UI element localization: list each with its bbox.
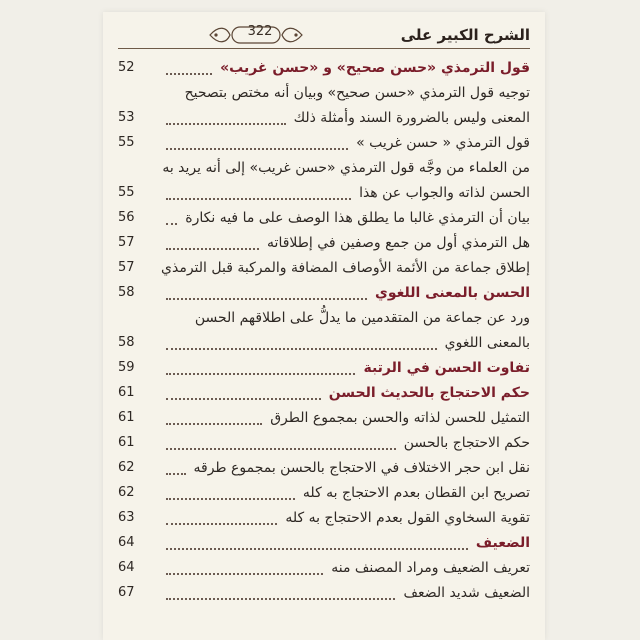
index-entry: [118, 483, 530, 508]
running-title: الشرح الكبير على: [400, 26, 530, 44]
index-entry: [118, 258, 530, 283]
index-entry: [118, 458, 530, 483]
entry-page-number: 57: [118, 260, 135, 275]
entry-page-number: 62: [118, 485, 135, 500]
entry-text: المعنى وليس بالضرورة السند وأمثلة ذلك: [293, 110, 530, 126]
entry-text: قول الترمذي « حسن غريب »: [356, 135, 530, 151]
dot-leader: [166, 573, 323, 575]
entry-page-number: 61: [118, 385, 135, 400]
index-entry: [118, 183, 530, 208]
dot-leader: [166, 198, 351, 200]
index-entry: [118, 408, 530, 433]
dot-leader: [166, 248, 259, 250]
index-heading: [118, 533, 530, 558]
entry-text: إطلاق جماعة من الأئمة الأوصاف المضافة والمركبة قبل الترمذي: [161, 260, 530, 276]
entry-page-number: 64: [118, 560, 135, 575]
entry-text: توجيه قول الترمذي «حسن صحيح» وبيان أنه مختص بتصحيح: [184, 85, 530, 101]
index-heading: [118, 283, 530, 308]
entry-page-number: 55: [118, 135, 135, 150]
entry-page-number: 55: [118, 185, 135, 200]
index-entry: [118, 208, 530, 233]
index-entry: [118, 233, 530, 258]
entry-text: تقوية السخاوي القول بعدم الاحتجاج به كله: [285, 510, 530, 526]
entry-text: الضعيف شديد الضعف: [403, 585, 530, 601]
entry-page-number: 63: [118, 510, 135, 525]
index-entry: [118, 508, 530, 533]
entry-text: بيان أن الترمذي غالبا ما يطلق هذا الوصف على ما فيه نكارة: [185, 210, 530, 226]
index-entry: [118, 558, 530, 583]
index-heading: [118, 358, 530, 383]
dot-leader: [166, 398, 321, 400]
index-entry: [118, 133, 530, 158]
dot-leader: [166, 498, 295, 500]
entry-page-number: 62: [118, 460, 135, 475]
entry-text: تفاوت الحسن في الرتبة: [363, 360, 530, 376]
entry-page-number: 58: [118, 285, 135, 300]
entry-text: الضعيف: [475, 535, 530, 551]
dot-leader: [166, 223, 177, 225]
dot-leader: [166, 523, 277, 525]
entry-page-number: 58: [118, 335, 135, 350]
dot-leader: [166, 348, 437, 350]
entry-text: نقل ابن حجر الاختلاف في الاحتجاج بالحسن بمجموع طرقه: [193, 460, 530, 476]
entry-page-number: 53: [118, 110, 135, 125]
entry-page-number: 61: [118, 435, 135, 450]
index-heading: [118, 58, 530, 83]
index-entry: [118, 583, 530, 608]
entry-text: بالمعنى اللغوي: [444, 335, 530, 351]
entry-text: تصريح ابن القطان بعدم الاحتجاج به كله: [302, 485, 530, 501]
dot-leader: [166, 148, 348, 150]
dot-leader: [166, 298, 367, 300]
entry-text: هل الترمذي أول من جمع وصفين في إطلاقاته: [267, 235, 530, 251]
entry-text: الحسن بالمعنى اللغوي: [375, 285, 530, 301]
entry-text: قول الترمذي «حسن صحيح» و «حسن غريب»: [220, 60, 530, 76]
entry-text: حكم الاحتجاج بالحديث الحسن: [328, 385, 530, 401]
entry-text: ورد عن جماعة من المتقدمين ما يدلُّ على اطلاقهم الحسن: [194, 310, 530, 326]
entry-page-number: 64: [118, 535, 135, 550]
index-entry: [118, 158, 530, 183]
page-number: 322: [247, 24, 273, 39]
entry-page-number: 52: [118, 60, 135, 75]
dot-leader: [166, 548, 468, 550]
entry-text: التمثيل للحسن لذاته والحسن بمجموع الطرق: [270, 410, 530, 426]
index-entry: [118, 433, 530, 458]
entry-page-number: 59: [118, 360, 135, 375]
index-entry: [118, 108, 530, 133]
index-entry: [118, 308, 530, 333]
dot-leader: [166, 598, 395, 600]
entry-text: الحسن لذاته والجواب عن هذا: [359, 185, 530, 201]
dot-leader: [166, 473, 186, 475]
index-entries: [118, 58, 530, 608]
index-heading: [118, 383, 530, 408]
index-entry: [118, 333, 530, 358]
dot-leader: [166, 73, 212, 75]
entry-text: من العلماء من وجَّه قول الترمذي «حسن غريب» إلى أنه يريد به: [162, 160, 530, 176]
dot-leader: [166, 423, 262, 425]
entry-page-number: 56: [118, 210, 135, 225]
entry-page-number: 61: [118, 410, 135, 425]
dot-leader: [166, 123, 286, 125]
index-entry: [118, 83, 530, 108]
entry-text: حكم الاحتجاج بالحسن: [403, 435, 530, 451]
entry-page-number: 67: [118, 585, 135, 600]
header-divider: [118, 48, 530, 49]
entry-page-number: 57: [118, 235, 135, 250]
entry-text: تعريف الضعيف ومراد المصنف منه: [331, 560, 530, 576]
dot-leader: [166, 448, 396, 450]
dot-leader: [166, 373, 355, 375]
page-header: [118, 20, 530, 50]
